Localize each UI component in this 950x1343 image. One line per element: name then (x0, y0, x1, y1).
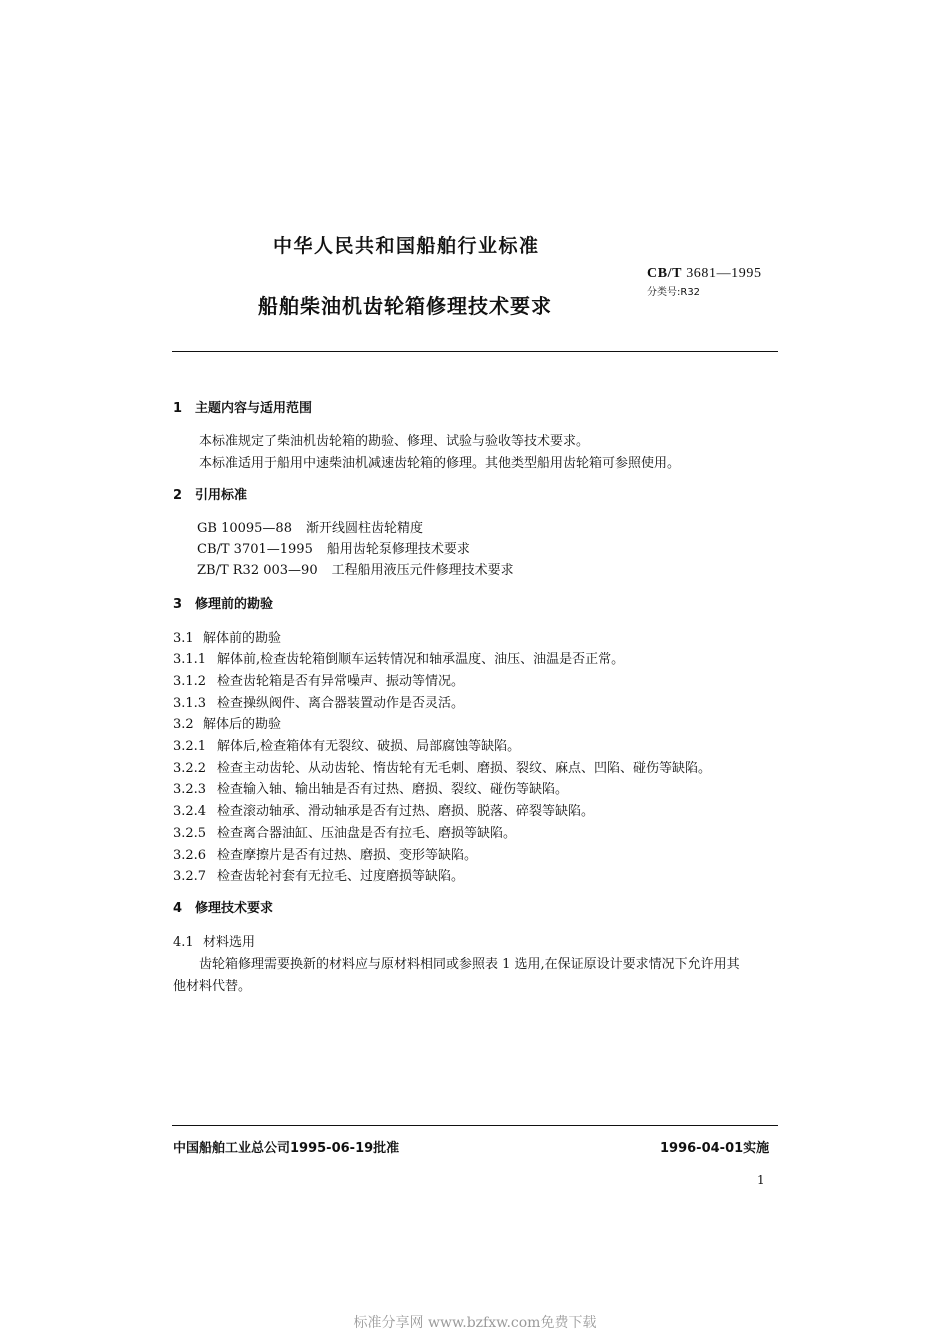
reference-name: 渐开线圆柱齿轮精度 (305, 521, 423, 536)
section-heading-1 (173, 397, 312, 416)
paragraph: 本标准规定了柴油机齿轮箱的勘验、修理、试验与验收等技术要求。 (199, 434, 590, 449)
section-number: 3 (173, 597, 183, 612)
section-heading-3 (173, 593, 273, 612)
section-number: 1 (173, 401, 183, 416)
clause-item (173, 648, 624, 667)
clause-number: 3.2.6 (173, 848, 207, 863)
clause-text: 解体前,检查齿轮箱倒顺车运转情况和轴承温度、油压、油温是否正常。 (217, 652, 625, 667)
site-watermark: 标准分享网 www.bzfxw.com免费下载 (353, 1315, 597, 1331)
clause-text: 材料选用 (203, 935, 256, 950)
document-title: 船舶柴油机齿轮箱修理技术要求 (258, 294, 552, 318)
clause-text: 解体后,检查箱体有无裂纹、破损、局部腐蚀等缺陷。 (217, 739, 521, 754)
section-heading-4 (173, 897, 273, 916)
clause-number: 3.1.2 (173, 674, 207, 689)
standard-code (647, 266, 762, 282)
classification-number: 分类号:R32 (647, 287, 701, 298)
section-title: 引用标准 (195, 488, 248, 503)
clause-number: 3.1 (173, 631, 194, 646)
clause-item (173, 692, 464, 711)
reference-item (197, 538, 470, 557)
standard-code-prefix: CB/T (647, 266, 683, 281)
clause-item (173, 778, 568, 797)
reference-name: 船用齿轮泵修理技术要求 (326, 542, 470, 557)
clause-text: 检查滚动轴承、滑动轴承是否有过热、磨损、脱落、碎裂等缺陷。 (217, 804, 595, 819)
clause-number: 3.2.7 (173, 869, 207, 884)
clause-text: 检查摩擦片是否有过热、磨损、变形等缺陷。 (217, 848, 478, 863)
section-title: 修理技术要求 (195, 901, 274, 916)
clause-text: 检查齿轮衬套有无拉毛、过度磨损等缺陷。 (217, 869, 465, 884)
clause-number: 3.2.5 (173, 826, 207, 841)
paragraph: 本标准适用于船用中速柴油机减速齿轮箱的修理。其他类型船用齿轮箱可参照使用。 (199, 456, 681, 471)
footer-divider (172, 1125, 778, 1126)
reference-name: 工程船用液压元件修理技术要求 (331, 563, 514, 578)
clause-number: 3.2.1 (173, 739, 207, 754)
reference-code: CB/T 3701—1995 (197, 542, 313, 557)
reference-code: ZB/T R32 003—90 (197, 563, 318, 578)
section-number: 2 (173, 488, 183, 503)
clause-number: 3.2.3 (173, 782, 207, 797)
paragraph: 他材料代替。 (173, 979, 252, 994)
clause-item (173, 931, 255, 950)
page-number: 1 (757, 1173, 765, 1187)
clause-text: 检查主动齿轮、从动齿轮、惰齿轮有无毛刺、磨损、裂纹、麻点、凹陷、碰伤等缺陷。 (217, 761, 712, 776)
approval-line: 中国船舶工业总公司1995-06-19批准 (173, 1141, 400, 1156)
clause-item (173, 865, 464, 884)
clause-item (173, 800, 594, 819)
clause-number: 4.1 (173, 935, 194, 950)
clause-item (173, 627, 281, 646)
national-standard-title: 中华人民共和国船舶行业标准 (273, 235, 540, 257)
clause-text: 解体后的勘验 (203, 717, 282, 732)
clause-text: 检查离合器油缸、压油盘是否有拉毛、磨损等缺陷。 (217, 826, 517, 841)
clause-text: 解体前的勘验 (203, 631, 282, 646)
clause-item (173, 735, 520, 754)
clause-number: 3.2.2 (173, 761, 207, 776)
clause-number: 3.2 (173, 717, 194, 732)
clause-text: 检查输入轴、输出轴是否有过热、磨损、裂纹、碰伤等缺陷。 (217, 782, 569, 797)
clause-item (173, 822, 516, 841)
paragraph: 齿轮箱修理需要换新的材料应与原材料相同或参照表 1 选用,在保证原设计要求情况下允许用其 (199, 957, 740, 972)
clause-item (173, 713, 281, 732)
clause-text: 检查齿轮箱是否有异常噪声、振动等情况。 (217, 674, 465, 689)
clause-number: 3.2.4 (173, 804, 207, 819)
header-divider (172, 351, 778, 352)
effective-date: 1996-04-01实施 (660, 1141, 770, 1156)
reference-code: GB 10095—88 (197, 521, 292, 536)
reference-item (197, 559, 514, 578)
clause-number: 3.1.3 (173, 696, 207, 711)
clause-item (173, 670, 464, 689)
section-title: 修理前的勘验 (195, 597, 274, 612)
section-heading-2 (173, 484, 247, 503)
clause-number: 3.1.1 (173, 652, 207, 667)
section-number: 4 (173, 901, 183, 916)
standard-code-number: 3681—1995 (686, 266, 762, 281)
clause-item (173, 844, 477, 863)
clause-item (173, 757, 711, 776)
reference-item (197, 517, 423, 536)
clause-text: 检查操纵阀件、离合器装置动作是否灵活。 (217, 696, 465, 711)
section-title: 主题内容与适用范围 (195, 401, 313, 416)
